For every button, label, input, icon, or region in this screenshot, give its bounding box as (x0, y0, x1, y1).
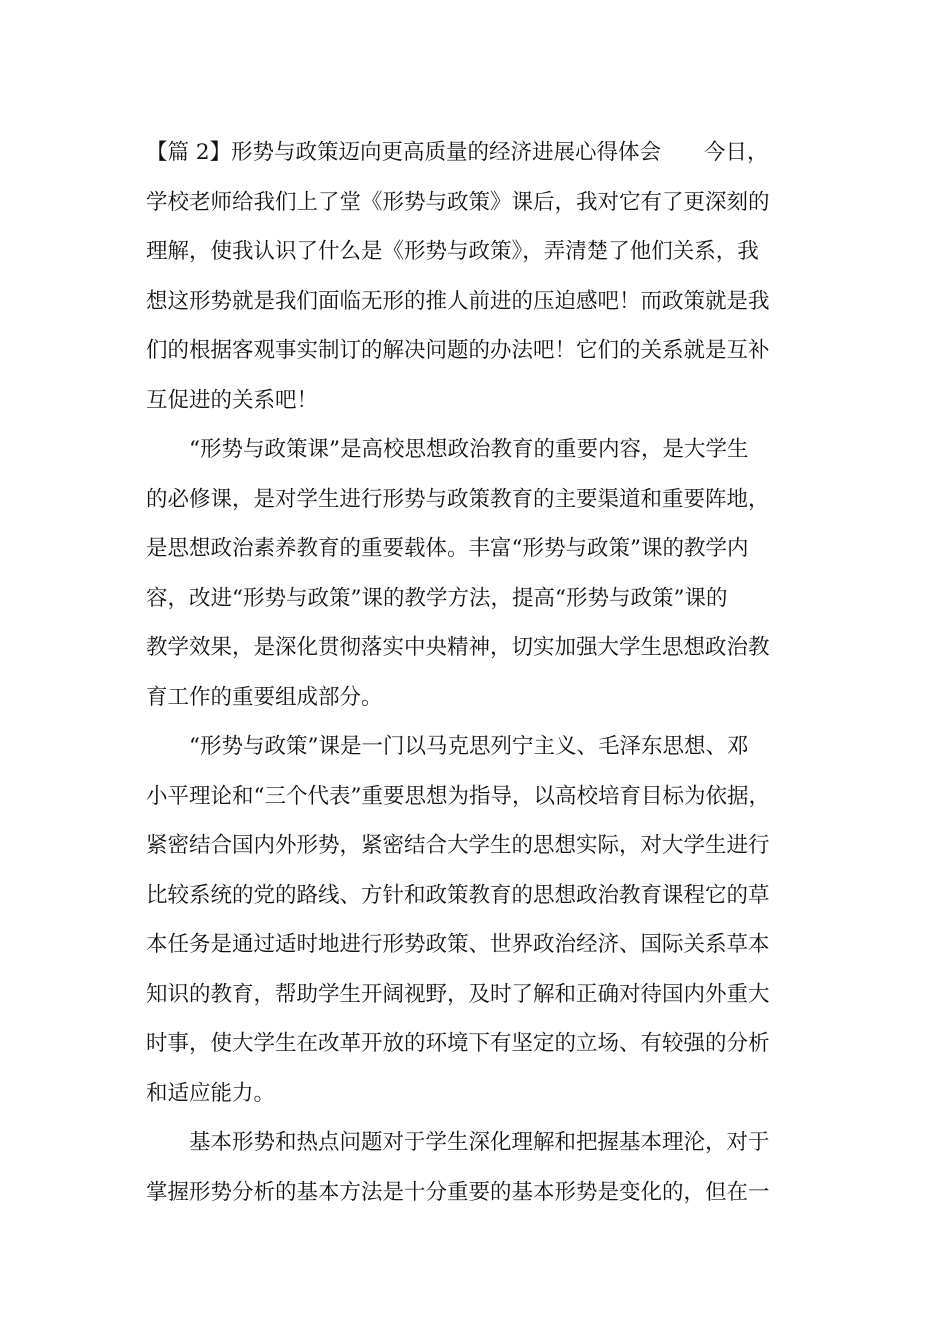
text-line: 小平理论和“三个代表”重要思想为指导，以高校培育目标为依据， (146, 783, 770, 809)
paragraph (146, 425, 816, 722)
text-line: 学校老师给我们上了堂《形势与政策》课后，我对它有了更深刻的 (146, 189, 770, 215)
text-line: 【篇 2】形势与政策迈向更高质量的经济进展心得体会 今日， (146, 140, 769, 165)
text-line: 本任务是通过适时地进行形势政策、世界政治经济、国际关系草本 (146, 932, 770, 957)
text-line: 育工作的重要组成部分。 (146, 684, 383, 710)
text-line: 理解，使我认识了什么是《形势与政策》，弄清楚了他们关系，我 (146, 239, 759, 264)
text-line: 紧密结合国内外形势，紧密结合大学生的思想实际，对大学生进行 (146, 833, 770, 858)
text-line: 想这形势就是我们面临无形的推人前进的压迫感吧！而政策就是我 (146, 288, 770, 314)
text-line: “形势与政策”课是一门以马克思列宁主义、毛泽东思想、邓 (189, 734, 749, 759)
text-line: 容，改进“形势与政策”课的教学方法，提高“形势与政策”课的 (146, 585, 728, 611)
text-line: 和适应能力。 (146, 1080, 276, 1106)
text-line: 掌握形势分析的基本方法是十分重要的基本形势是变化的，但在一 (146, 1179, 770, 1205)
text-line: 是思想政治素养教育的重要载体。丰富“形势与政策”课的教学内 (146, 536, 749, 561)
text-line: 基本形势和热点问题对于学生深化理解和把握基本理沦，对于 (189, 1130, 770, 1155)
text-line: 教学效果，是深化贯彻落实中央精神，切实加强大学生思想政治教 (146, 635, 770, 660)
text-line: 比较系统的党的路线、方针和政策教育的思想政治教育课程它的草 (146, 882, 770, 908)
text-line: 的必修课，是对学生进行形势与政策教育的主要渠道和重要阵地， (146, 486, 770, 512)
paragraph (146, 722, 816, 1118)
paragraph (146, 1118, 816, 1217)
document-body (146, 128, 816, 1217)
text-line: “形势与政策课”是高校思想政治教育的重要内容，是大学生 (189, 437, 749, 462)
paragraph (146, 128, 816, 425)
text-line: 知识的教育，帮助学生开阔视野，及时了解和正确对待国内外重大 (146, 981, 770, 1007)
text-line: 们的根据客观事实制订的解决问题的办法吧！它们的关系就是互补 (146, 338, 770, 363)
text-line: 时事，使大学生在改革开放的环境下有坚定的立场、有较强的分析 (146, 1031, 770, 1056)
text-line: 互促进的关系吧！ (146, 387, 319, 413)
